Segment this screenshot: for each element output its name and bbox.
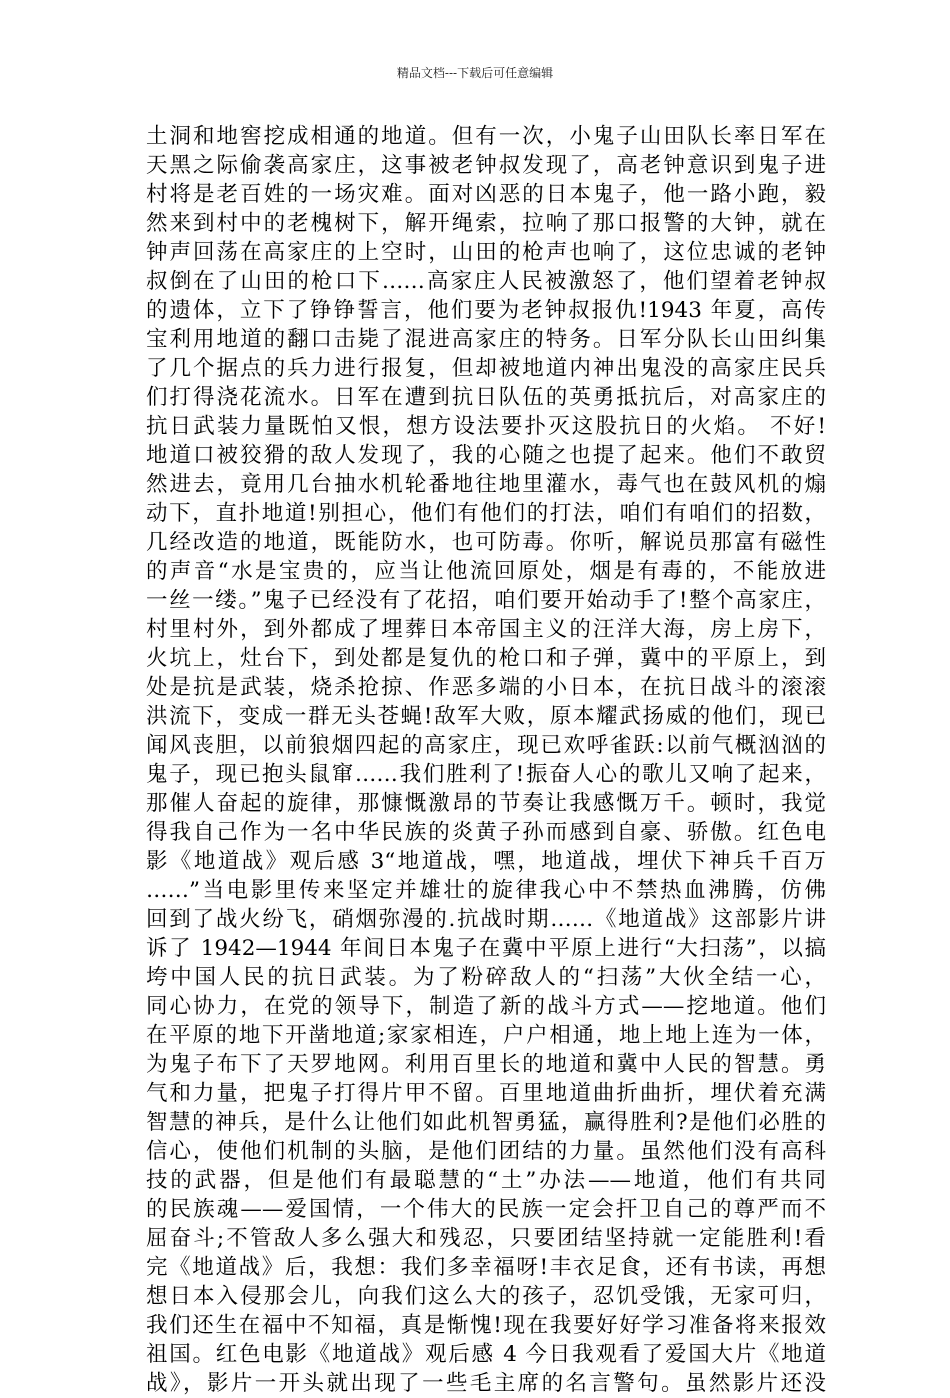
text-line: 那催人奋起的旋律，那慷慨激昂的节奏让我感慨万千。顿时，我觉 bbox=[146, 791, 826, 816]
body-text bbox=[146, 122, 826, 1398]
page-header: 精品文档---下载后可任意编辑 bbox=[396, 66, 554, 80]
text-line: 一丝一缕。”鬼子已经没有了花招，咱们要开始动手了!整个高家庄， bbox=[146, 588, 826, 613]
text-line: 然进去，竟用几台抽水机轮番地往地里灌水，毒气也在鼓风机的煽 bbox=[146, 472, 826, 497]
text-line: 回到了战火纷飞，硝烟弥漫的.抗战时期……《地道战》这部影片讲 bbox=[146, 907, 826, 932]
text-line: 气和力量，把鬼子打得片甲不留。百里地道曲折曲折，埋伏着充满 bbox=[146, 1081, 826, 1106]
text-line: 了几个据点的兵力进行报复，但却被地道内神出鬼没的高家庄民兵 bbox=[146, 356, 826, 381]
text-line: 得我自己作为一名中华民族的炎黄子孙而感到自豪、骄傲。红色电 bbox=[146, 820, 826, 845]
text-line: 天黑之际偷袭高家庄，这事被老钟叔发现了，高老钟意识到鬼子进 bbox=[146, 153, 826, 178]
text-line: 土洞和地窖挖成相通的地道。但有一次，小鬼子山田队长率日军在 bbox=[146, 124, 826, 149]
text-line: 几经改造的地道，既能防水，也可防毒。你听，解说员那富有磁性 bbox=[146, 530, 826, 555]
text-line: 智慧的神兵，是什么让他们如此机智勇猛，赢得胜利?是他们必胜的 bbox=[146, 1110, 826, 1135]
text-line: ……”当电影里传来坚定并雄壮的旋律我心中不禁热血沸腾，仿佛 bbox=[146, 878, 826, 903]
text-line: 诉了 1942—1944 年间日本鬼子在冀中平原上进行“大扫荡”，以搞 bbox=[146, 936, 826, 961]
text-line: 同心协力，在党的领导下，制造了新的战斗方式——挖地道。他们 bbox=[146, 994, 826, 1019]
text-line: 技的武器，但是他们有最聪慧的“土”办法——地道，他们有共同 bbox=[146, 1168, 826, 1193]
text-line: 鬼子，现已抱头鼠窜……我们胜利了!振奋人心的歌儿又响了起来， bbox=[146, 762, 826, 787]
text-line: 然来到村中的老槐树下，解开绳索，拉响了那口报警的大钟，就在 bbox=[146, 211, 826, 236]
text-line: 完《地道战》后，我想：我们多幸福呀!丰衣足食，还有书读，再想 bbox=[146, 1255, 826, 1280]
text-line: 想日本入侵那会儿，向我们这么大的孩子，忍饥受饿，无家可归， bbox=[146, 1284, 826, 1309]
text-line: 火坑上，灶台下，到处都是复仇的枪口和子弹，冀中的平原上，到 bbox=[146, 646, 826, 671]
text-line: 叔倒在了山田的枪口下……高家庄人民被激怒了，他们望着老钟叔 bbox=[146, 269, 826, 294]
text-line: 祖国。红色电影《地道战》观后感 4 今日我观看了爱国大片《地道 bbox=[146, 1342, 826, 1367]
text-line: 战》，影片一开头就出现了一些毛主席的名言警句。虽然影片还没 bbox=[146, 1371, 826, 1396]
text-line: 的遗体，立下了铮铮誓言，他们要为老钟叔报仇!1943 年夏，高传 bbox=[146, 298, 826, 323]
text-line: 宝利用地道的翻口击毙了混进高家庄的特务。日军分队长山田纠集 bbox=[146, 327, 826, 352]
text-line: 动下，直扑地道!别担心，他们有他们的打法，咱们有咱们的招数， bbox=[146, 501, 826, 526]
text-line: 的声音“水是宝贵的，应当让他流回原处，烟是有毒的，不能放进 bbox=[146, 559, 826, 584]
text-line: 屈奋斗;不管敌人多么强大和残忍，只要团结坚持就一定能胜利!看 bbox=[146, 1226, 826, 1251]
text-line: 抗日武装力量既怕又恨，想方设法要扑灭这股抗日的火焰。 不好! bbox=[146, 414, 826, 439]
text-line: 村里村外，到外都成了埋葬日本帝国主义的汪洋大海，房上房下， bbox=[146, 617, 826, 642]
text-line: 信心，使他们机制的头脑，是他们团结的力量。虽然他们没有高科 bbox=[146, 1139, 826, 1164]
text-line: 为鬼子布下了天罗地网。利用百里长的地道和冀中人民的智慧。勇 bbox=[146, 1052, 826, 1077]
text-line: 地道口被狡猾的敌人发现了，我的心随之也提了起来。他们不敢贸 bbox=[146, 443, 826, 468]
text-line: 在平原的地下开凿地道;家家相连，户户相通，地上地上连为一体， bbox=[146, 1023, 826, 1048]
text-line: 我们还生在福中不知福，真是惭愧!现在我要好好学习准备将来报效 bbox=[146, 1313, 826, 1338]
text-line: 的民族魂——爱国情，一个伟大的民族一定会扞卫自己的尊严而不 bbox=[146, 1197, 826, 1222]
text-line: 村将是老百姓的一场灾难。面对凶恶的日本鬼子，他一路小跑，毅 bbox=[146, 182, 826, 207]
text-line: 闻风丧胆，以前狼烟四起的高家庄，现已欢呼雀跃:以前气概汹汹的 bbox=[146, 733, 826, 758]
text-line: 影《地道战》观后感 3“地道战，嘿，地道战，埋伏下神兵千百万 bbox=[146, 849, 826, 874]
text-line: 处是抗是武装，烧杀抢掠、作恶多端的小日本，在抗日战斗的滚滚 bbox=[146, 675, 826, 700]
text-line: 垮中国人民的抗日武装。为了粉碎敌人的“扫荡”大伙全结一心， bbox=[146, 965, 826, 990]
text-line: 们打得浇花流水。日军在遭到抗日队伍的英勇抵抗后，对高家庄的 bbox=[146, 385, 826, 410]
text-line: 洪流下，变成一群无头苍蝇!敌军大败，原本耀武扬威的他们，现已 bbox=[146, 704, 826, 729]
text-line: 钟声回荡在高家庄的上空时，山田的枪声也响了，这位忠诚的老钟 bbox=[146, 240, 826, 265]
